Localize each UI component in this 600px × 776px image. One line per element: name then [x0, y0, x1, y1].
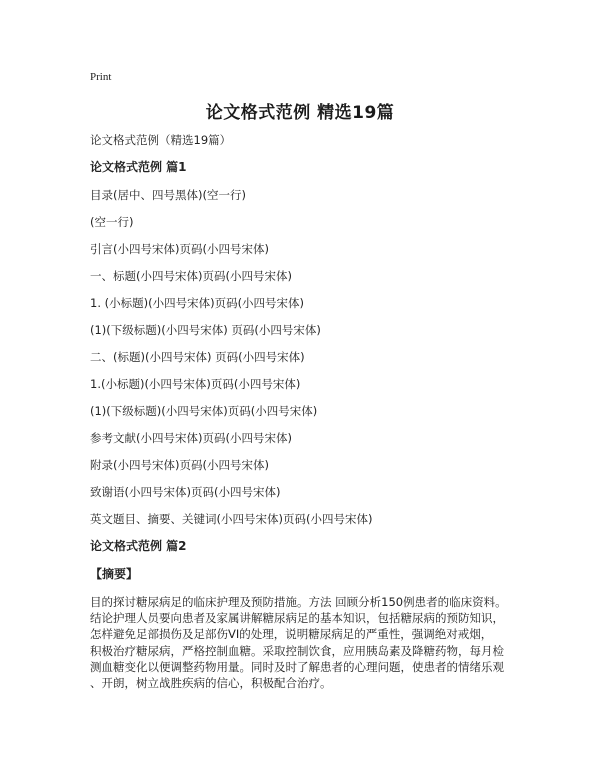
- abstract-label: 【摘要】: [90, 567, 139, 581]
- toc-line: (空一行): [90, 215, 134, 229]
- paragraph-line: 测血糖变化以便调整药物用量。同时及时了解患者的心理问题，使患者的情绪乐观: [90, 659, 504, 674]
- toc-line: 参考文献(小四号宋体)页码(小四号宋体): [90, 431, 292, 445]
- section-2-heading: 论文格式范例 篇2: [90, 539, 187, 553]
- paragraph-line: 积极治疗糖尿病，严格控制血糖。采取控制饮食，应用胰岛素及降糖药物，每月检: [90, 643, 504, 658]
- toc-line: 英文题目、摘要、关键词(小四号宋体)页码(小四号宋体): [90, 512, 373, 526]
- paragraph-line: 怎样避免足部损伤及足部伤VI的处理，说明糖尿病足的严重性，强调绝对戒烟，: [90, 627, 493, 642]
- toc-line: 引言(小四号宋体)页码(小四号宋体): [90, 242, 269, 256]
- document-title: 论文格式范例 精选19篇: [205, 103, 395, 123]
- section-1-heading: 论文格式范例 篇1: [90, 160, 187, 174]
- toc-line: 附录(小四号宋体)页码(小四号宋体): [90, 458, 269, 472]
- toc-line: 目录(居中、四号黑体)(空一行): [90, 188, 246, 202]
- toc-line: 二、(标题)(小四号宋体) 页码(小四号宋体): [90, 350, 305, 364]
- paragraph-line: 、开朗，树立战胜疾病的信心，积极配合治疗。: [90, 676, 332, 691]
- document-body: [90, 132, 510, 691]
- print-label: Print: [90, 71, 112, 83]
- toc-line: 1. (小标题)(小四号宋体)页码(小四号宋体): [90, 296, 305, 310]
- paragraph-line: 结论护理人员要向患者及家属讲解糖尿病足的基本知识，包括糖尿病的预防知识，: [90, 611, 504, 626]
- toc-line: 致谢语(小四号宋体)页码(小四号宋体): [90, 485, 281, 499]
- toc-line: (1)(下级标题)(小四号宋体)页码(小四号宋体): [90, 404, 318, 418]
- document-subtitle: 论文格式范例（精选19篇）: [90, 133, 232, 147]
- paragraph-line: 目的探讨糖尿病足的临床护理及预防措施。方法 回顾分析150例患者的临床资料。: [90, 595, 507, 609]
- abstract-paragraph: [90, 594, 510, 691]
- toc-line: (1)(下级标题)(小四号宋体) 页码(小四号宋体): [90, 323, 321, 337]
- toc-line: 1.(小标题)(小四号宋体)页码(小四号宋体): [90, 377, 301, 391]
- toc-line: 一、标题(小四号宋体)页码(小四号宋体): [90, 269, 292, 283]
